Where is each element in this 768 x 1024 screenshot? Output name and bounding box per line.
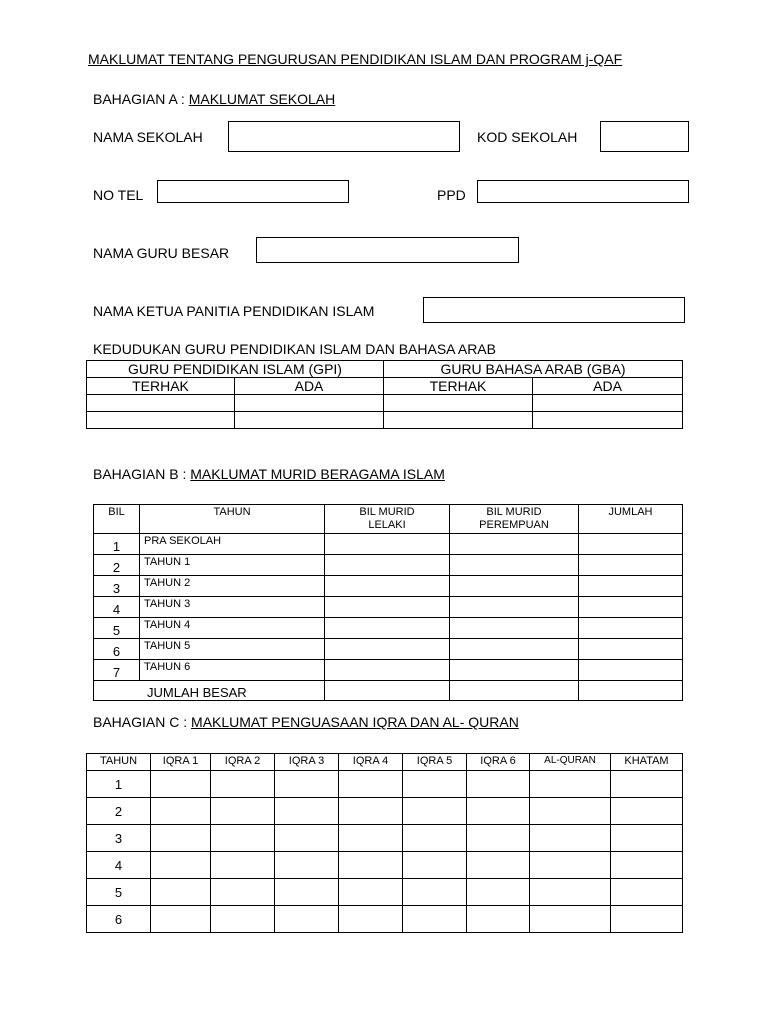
iqra-entry-cell[interactable] <box>339 879 403 906</box>
total-perempuan-cell[interactable] <box>450 681 579 701</box>
iqra-entry-cell[interactable] <box>467 906 530 933</box>
iqra-entry-cell[interactable] <box>467 771 530 798</box>
iqra-entry-cell[interactable] <box>339 771 403 798</box>
iqra-entry-cell[interactable] <box>211 852 275 879</box>
al-quran-header: AL-QURAN <box>530 754 611 771</box>
iqra-2-header: IQRA 2 <box>211 754 275 771</box>
table-row <box>94 576 683 597</box>
iqra-entry-cell[interactable] <box>211 771 275 798</box>
jumlah-besar-row <box>94 681 683 701</box>
table-row <box>94 534 683 555</box>
bil-murid-lelaki-cell[interactable] <box>325 534 450 555</box>
gpi-terhak-cell[interactable] <box>87 412 235 429</box>
gpi-ada-cell[interactable] <box>235 412 384 429</box>
iqra-entry-cell[interactable] <box>403 879 467 906</box>
iqra-6-header: IQRA 6 <box>467 754 530 771</box>
total-lelaki-cell[interactable] <box>325 681 450 701</box>
bil-murid-perempuan-cell[interactable] <box>450 660 579 681</box>
iqra-5-header: IQRA 5 <box>403 754 467 771</box>
gba-terhak-header: TERHAK <box>384 378 533 395</box>
iqra-entry-cell[interactable] <box>403 771 467 798</box>
bil-cell: 2 <box>94 555 140 576</box>
tahun-cell: 4 <box>87 852 151 879</box>
bil-murid-perempuan-cell[interactable] <box>450 576 579 597</box>
kedudukan-guru-table <box>86 360 683 429</box>
bil-murid-lelaki-cell[interactable] <box>325 576 450 597</box>
table-header-row <box>94 505 683 534</box>
section-c-title: MAKLUMAT PENGUASAAN IQRA DAN AL- QURAN <box>191 714 519 730</box>
iqra-entry-cell[interactable] <box>151 771 211 798</box>
gba-ada-cell[interactable] <box>533 412 683 429</box>
nama-ketua-panitia-field[interactable] <box>423 297 685 323</box>
iqra-entry-cell[interactable] <box>611 879 683 906</box>
ppd-field[interactable] <box>477 180 689 203</box>
iqra-entry-cell[interactable] <box>339 798 403 825</box>
gba-terhak-cell[interactable] <box>384 395 533 412</box>
gpi-header: GURU PENDIDIKAN ISLAM (GPI) <box>87 361 384 378</box>
iqra-entry-cell[interactable] <box>611 906 683 933</box>
nama-guru-besar-field[interactable] <box>256 237 519 263</box>
nama-sekolah-label: NAMA SEKOLAH <box>93 129 203 145</box>
bil-murid-lelaki-cell[interactable] <box>325 660 450 681</box>
tahun-cell: 5 <box>87 879 151 906</box>
iqra-entry-cell[interactable] <box>211 825 275 852</box>
tahun-cell: TAHUN 4 <box>140 618 325 639</box>
bil-cell: 4 <box>94 597 140 618</box>
iqra-entry-cell[interactable] <box>275 825 339 852</box>
bil-cell: 1 <box>94 534 140 555</box>
bil-murid-perempuan-cell[interactable] <box>450 639 579 660</box>
iqra-3-header: IQRA 3 <box>275 754 339 771</box>
jumlah-cell[interactable] <box>579 576 683 597</box>
section-b-prefix: BAHAGIAN B : <box>93 466 187 482</box>
table-row <box>87 906 683 933</box>
iqra-entry-cell[interactable] <box>530 771 611 798</box>
kod-sekolah-field[interactable] <box>600 121 689 152</box>
iqra-entry-cell[interactable] <box>530 852 611 879</box>
bil-cell: 3 <box>94 576 140 597</box>
iqra-entry-cell[interactable] <box>467 879 530 906</box>
iqra-entry-cell[interactable] <box>530 879 611 906</box>
table-row <box>87 412 683 429</box>
table-row <box>87 852 683 879</box>
section-b-title: MAKLUMAT MURID BERAGAMA ISLAM <box>190 466 445 482</box>
nama-guru-besar-label: NAMA GURU BESAR <box>93 245 230 261</box>
iqra-table <box>86 753 683 933</box>
iqra-entry-cell[interactable] <box>275 771 339 798</box>
jumlah-cell[interactable] <box>579 660 683 681</box>
bil-murid-perempuan-cell[interactable] <box>450 618 579 639</box>
table-row <box>87 771 683 798</box>
bil-cell: 5 <box>94 618 140 639</box>
table-row <box>87 395 683 412</box>
section-a-heading <box>93 91 335 107</box>
tahun-cell: 1 <box>87 771 151 798</box>
tahun-cell: 3 <box>87 825 151 852</box>
bil-murid-perempuan-cell[interactable] <box>450 534 579 555</box>
iqra-entry-cell[interactable] <box>211 798 275 825</box>
tahun-cell: TAHUN 3 <box>140 597 325 618</box>
jumlah-cell[interactable] <box>579 555 683 576</box>
iqra-entry-cell[interactable] <box>151 852 211 879</box>
tahun-cell: TAHUN 2 <box>140 576 325 597</box>
iqra-entry-cell[interactable] <box>611 771 683 798</box>
iqra-entry-cell[interactable] <box>211 906 275 933</box>
gba-header: GURU BAHASA ARAB (GBA) <box>384 361 683 378</box>
iqra-entry-cell[interactable] <box>339 825 403 852</box>
gba-ada-header: ADA <box>533 378 683 395</box>
bil-murid-perempuan-cell[interactable] <box>450 597 579 618</box>
jumlah-cell[interactable] <box>579 618 683 639</box>
iqra-entry-cell[interactable] <box>275 906 339 933</box>
bil-cell: 6 <box>94 639 140 660</box>
section-c-heading <box>93 714 519 730</box>
tahun-cell: 6 <box>87 906 151 933</box>
bil-murid-lelaki-cell[interactable] <box>325 639 450 660</box>
iqra-entry-cell[interactable] <box>467 852 530 879</box>
iqra-entry-cell[interactable] <box>611 825 683 852</box>
bil-murid-lelaki-cell[interactable] <box>325 618 450 639</box>
table-row <box>94 555 683 576</box>
no-tel-field[interactable] <box>157 180 349 203</box>
iqra-entry-cell[interactable] <box>467 825 530 852</box>
iqra-entry-cell[interactable] <box>275 798 339 825</box>
iqra-entry-cell[interactable] <box>339 852 403 879</box>
table-row <box>94 660 683 681</box>
iqra-entry-cell[interactable] <box>403 798 467 825</box>
iqra-entry-cell[interactable] <box>530 825 611 852</box>
bil-header: BIL <box>94 505 140 534</box>
iqra-entry-cell[interactable] <box>611 852 683 879</box>
table-row <box>87 378 683 395</box>
tahun-header: TAHUN <box>87 754 151 771</box>
gpi-terhak-header: TERHAK <box>87 378 235 395</box>
iqra-entry-cell[interactable] <box>275 852 339 879</box>
table-row <box>94 618 683 639</box>
section-b-heading <box>93 466 445 482</box>
jumlah-cell[interactable] <box>579 639 683 660</box>
iqra-entry-cell[interactable] <box>211 879 275 906</box>
tahun-header: TAHUN <box>140 505 325 534</box>
table-row <box>87 825 683 852</box>
gpi-ada-cell[interactable] <box>235 395 384 412</box>
bil-murid-lelaki-header: BIL MURID LELAKI <box>325 505 450 534</box>
bil-murid-perempuan-header: BIL MURID PEREMPUAN <box>450 505 579 534</box>
iqra-entry-cell[interactable] <box>151 879 211 906</box>
tahun-cell: TAHUN 5 <box>140 639 325 660</box>
iqra-entry-cell[interactable] <box>151 798 211 825</box>
table-row <box>87 879 683 906</box>
gba-terhak-cell[interactable] <box>384 412 533 429</box>
kedudukan-guru-title: KEDUDUKAN GURU PENDIDIKAN ISLAM DAN BAHASA ARAB <box>93 341 496 357</box>
table-row <box>94 639 683 660</box>
table-header-row <box>87 754 683 771</box>
iqra-entry-cell[interactable] <box>403 825 467 852</box>
bil-cell: 7 <box>94 660 140 681</box>
tahun-cell: PRA SEKOLAH <box>140 534 325 555</box>
iqra-entry-cell[interactable] <box>275 879 339 906</box>
no-tel-label: NO TEL <box>93 187 144 203</box>
kod-sekolah-label: KOD SEKOLAH <box>477 129 578 145</box>
iqra-4-header: IQRA 4 <box>339 754 403 771</box>
total-jumlah-cell[interactable] <box>579 681 683 701</box>
section-a-prefix: BAHAGIAN A : <box>93 91 185 107</box>
ppd-label: PPD <box>437 187 466 203</box>
iqra-entry-cell[interactable] <box>339 906 403 933</box>
table-row <box>94 597 683 618</box>
iqra-entry-cell[interactable] <box>611 798 683 825</box>
gpi-ada-header: ADA <box>235 378 384 395</box>
nama-ketua-panitia-label: NAMA KETUA PANITIA PENDIDIKAN ISLAM <box>93 303 375 319</box>
murid-table <box>93 504 683 701</box>
iqra-entry-cell[interactable] <box>151 906 211 933</box>
iqra-entry-cell[interactable] <box>530 906 611 933</box>
bil-murid-lelaki-cell[interactable] <box>325 597 450 618</box>
section-a-title: MAKLUMAT SEKOLAH <box>188 91 336 107</box>
iqra-entry-cell[interactable] <box>151 825 211 852</box>
tahun-cell: 2 <box>87 798 151 825</box>
tahun-cell: TAHUN 6 <box>140 660 325 681</box>
jumlah-cell[interactable] <box>579 534 683 555</box>
khatam-header: KHATAM <box>611 754 683 771</box>
nama-sekolah-field[interactable] <box>228 121 460 152</box>
iqra-1-header: IQRA 1 <box>151 754 211 771</box>
gpi-terhak-cell[interactable] <box>87 395 235 412</box>
tahun-cell: TAHUN 1 <box>140 555 325 576</box>
document-title: MAKLUMAT TENTANG PENGURUSAN PENDIDIKAN ISLAM DAN PROGRAM j-QAF <box>88 51 623 67</box>
iqra-entry-cell[interactable] <box>403 906 467 933</box>
iqra-entry-cell[interactable] <box>467 798 530 825</box>
jumlah-cell[interactable] <box>579 597 683 618</box>
table-row <box>87 798 683 825</box>
table-row <box>87 361 683 378</box>
iqra-entry-cell[interactable] <box>530 798 611 825</box>
bil-murid-perempuan-cell[interactable] <box>450 555 579 576</box>
bil-murid-lelaki-cell[interactable] <box>325 555 450 576</box>
section-c-prefix: BAHAGIAN C : <box>93 714 188 730</box>
iqra-entry-cell[interactable] <box>403 852 467 879</box>
gba-ada-cell[interactable] <box>533 395 683 412</box>
jumlah-besar-label: JUMLAH BESAR <box>94 681 325 701</box>
jumlah-header: JUMLAH <box>579 505 683 534</box>
